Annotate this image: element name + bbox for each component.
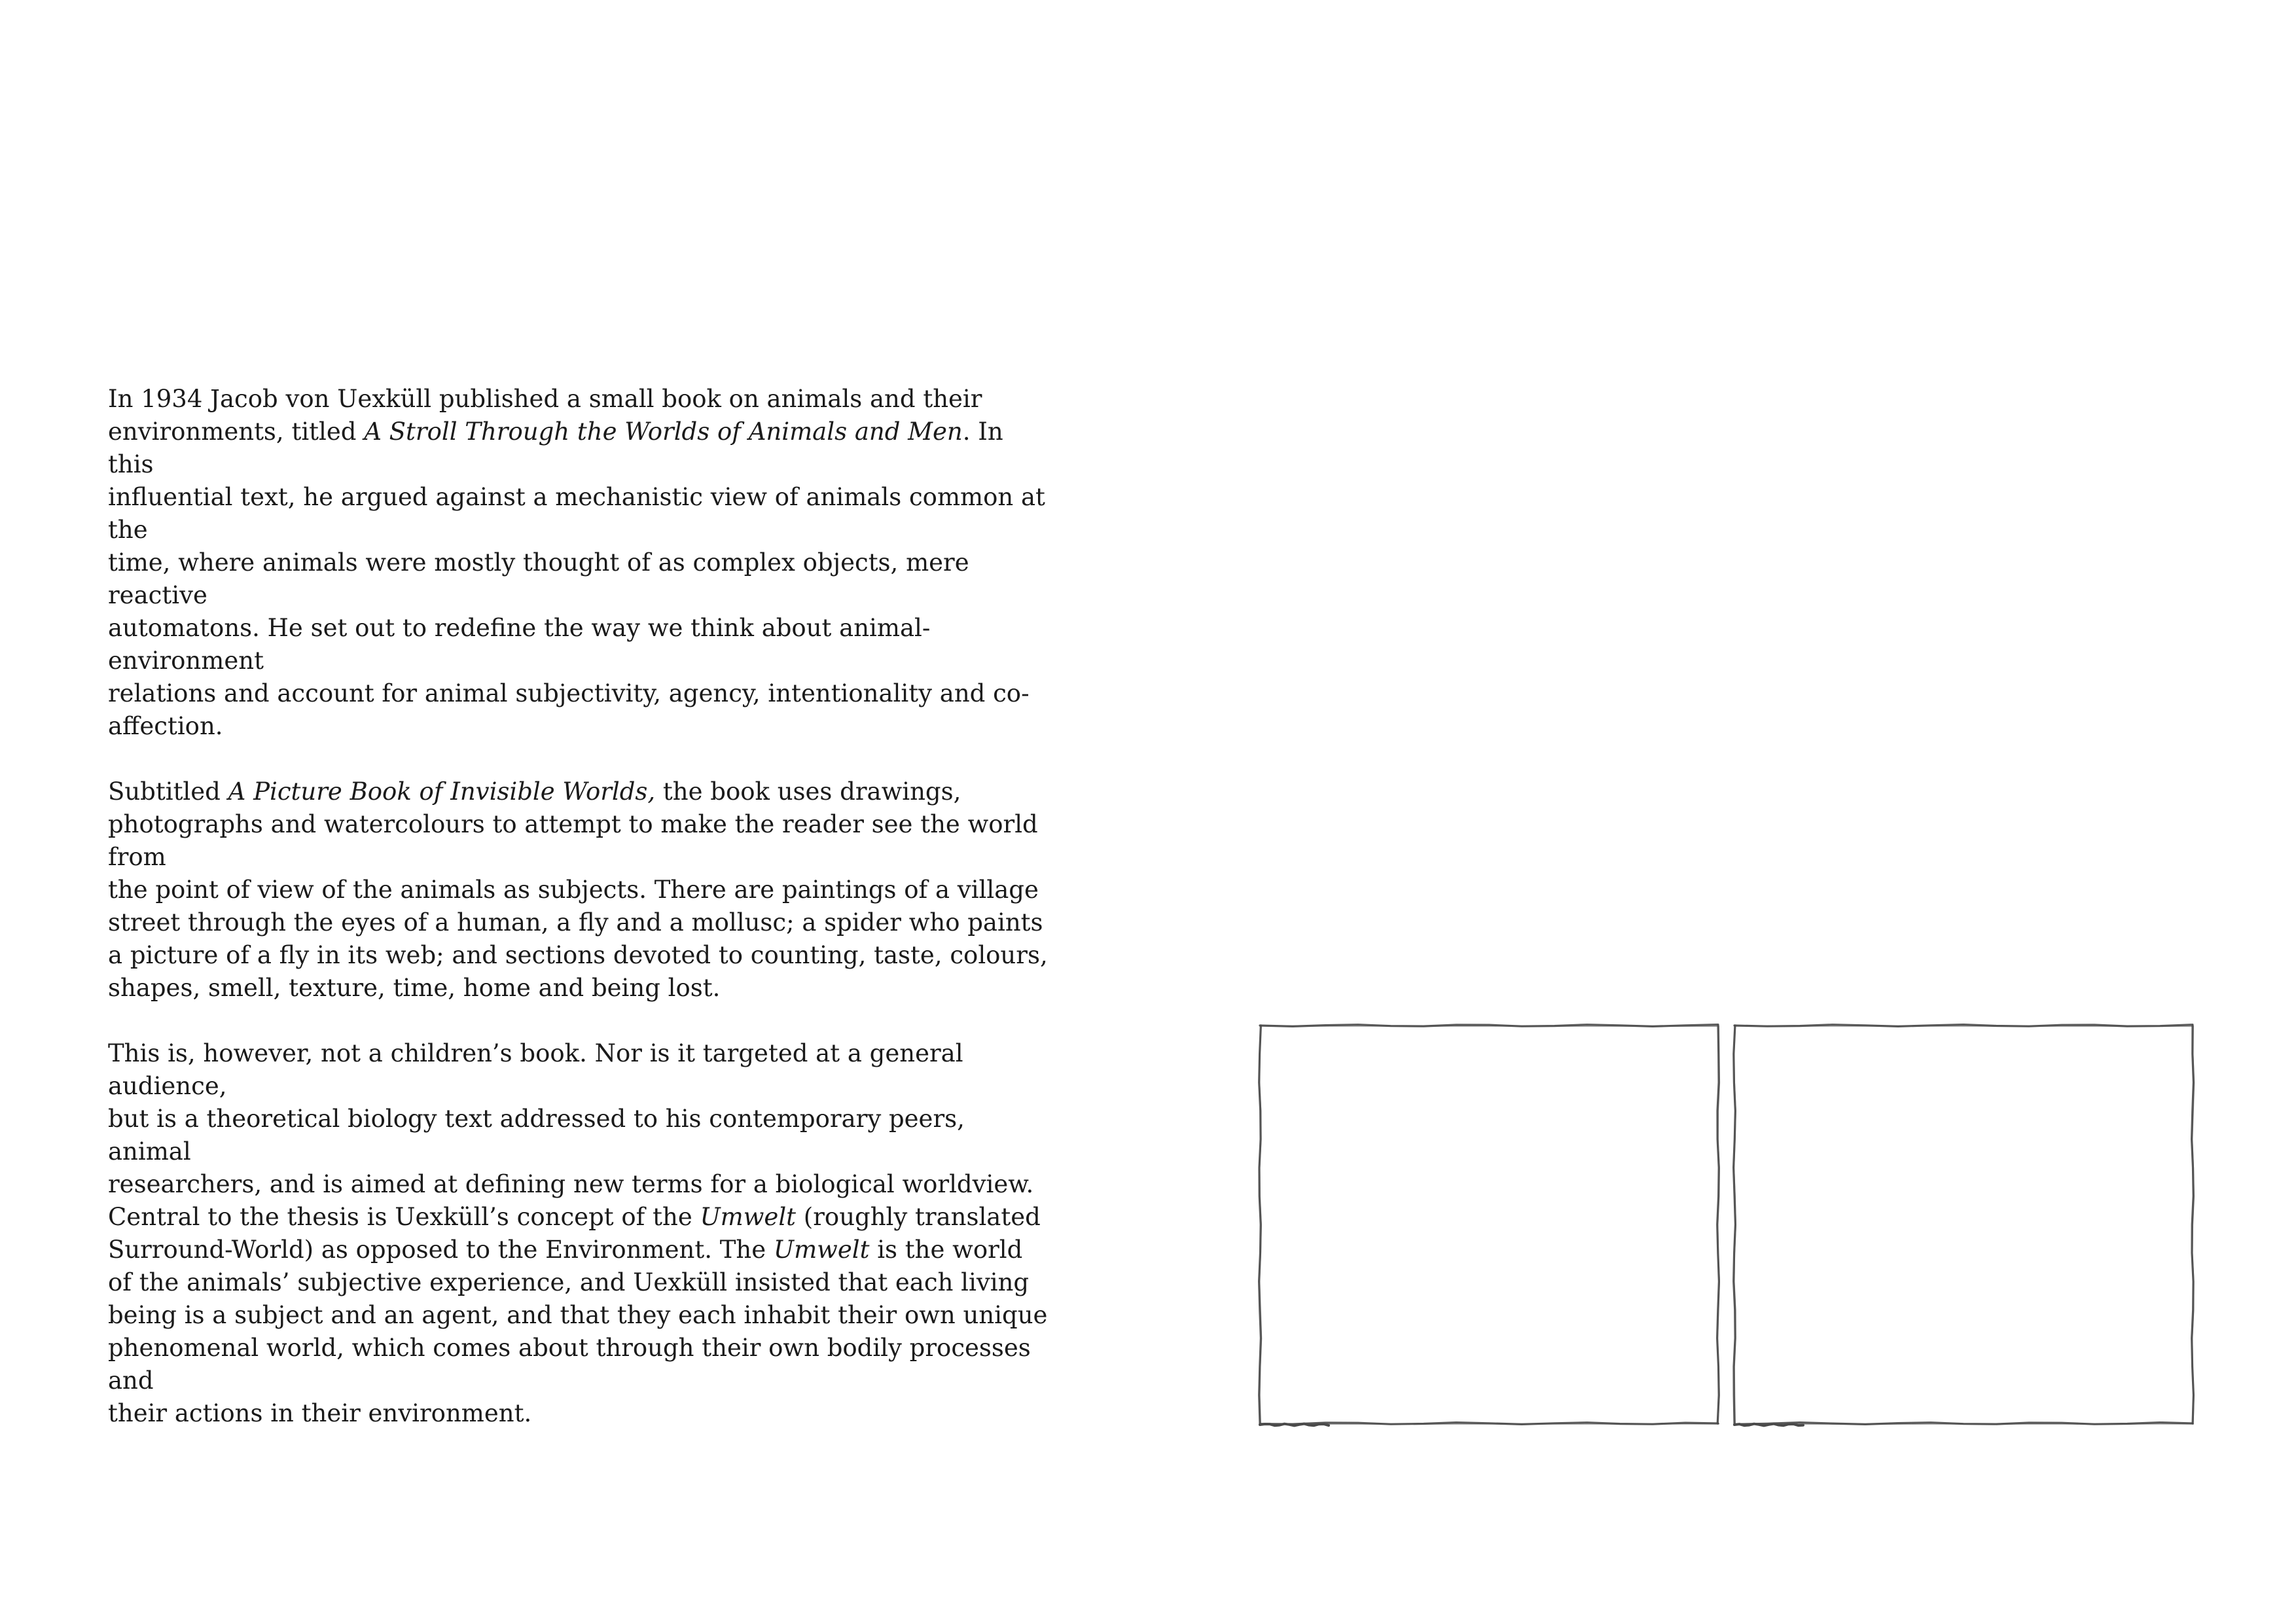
italic-title-run: Umwelt — [700, 1203, 797, 1231]
empty-sketch-frames — [1253, 1018, 2206, 1430]
italic-title-run: A Stroll Through the Worlds of Animals and Men — [364, 418, 963, 446]
text-run: Subtitled — [108, 777, 228, 806]
text-run: In 1934 Jacob von Uexküll published a small book on animals and their environments, titled — [108, 385, 982, 446]
text-run: is the world of the animals’ subjective experience, and Uexküll insisted that each living being is a subject and an agent, and that they each inhabit their own unique phenomenal world, which comes about through their own bodily processes and their actions in their environment. — [108, 1236, 1048, 1427]
frames-drawing — [1253, 1018, 2206, 1430]
paragraph-intro — [108, 383, 1050, 743]
paragraph-umwelt — [108, 1037, 1050, 1430]
text-run: This is, however, not a children’s book. Nor is it targeted at a general audience, but is a theoretical biology text addressed to his contemporary peers, animal researchers, and is aimed at defining new terms for a biological worldview. Central to the thesis is Uexküll’s concept of the — [108, 1039, 1034, 1231]
paragraph-subtitle — [108, 776, 1050, 1005]
italic-title-run: Umwelt — [773, 1236, 870, 1264]
body-text — [108, 383, 1050, 1430]
text-run: the book uses drawings, photographs and watercolours to attempt to make the reader see the world from the point of view of the animals as subjects. There are paintings of a village street through the eyes of a human, a fly and a mollusc; a spider who paints a picture of a fly in its web; and sections devoted to counting, taste, colours, shapes, smell, texture, time, home and being lost. — [108, 777, 1048, 1002]
italic-title-run: A Picture Book of Invisible Worlds, — [228, 777, 656, 806]
sketch-frame-2 — [1734, 1025, 2195, 1426]
sketch-frame-1 — [1259, 1025, 1720, 1426]
text-run: . In this influential text, he argued against a mechanistic view of animals common at the time, where animals were mostly thought of as complex objects, mere reactive automatons. He set out to redefine the way we think about animal-environment relations and account for animal subjectivity, agency, intentionality and co- affection. — [108, 418, 1045, 740]
text-run: (roughly translated Surround-World) as opposed to the Environment. The — [108, 1203, 1041, 1264]
